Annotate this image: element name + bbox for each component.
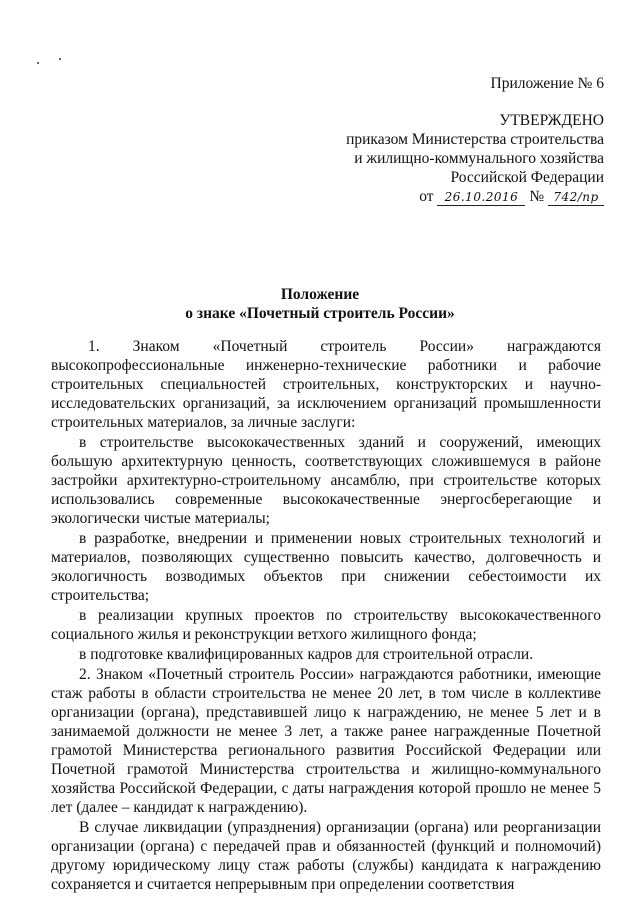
date-prefix: от	[419, 188, 434, 205]
order-line-3: Российской Федерации	[450, 169, 604, 186]
approved-label: УТВЕРЖДЕНО	[499, 112, 604, 129]
paragraph: в разработке, внедрении и применении новых строительных технологий и материалов, позволяющих существенно повысить качество, долговечность и экологичность возводимых объектов при снижении себестоимости их строительства;	[51, 530, 601, 604]
handwritten-date: 26.10.2016	[437, 190, 525, 206]
order-line-1: приказом Министерства строительства	[346, 131, 604, 148]
order-date-number	[304, 187, 604, 206]
paragraph: в реализации крупных проектов по строительству высококачественного социального жилья и реконструкции ветхого жилищного фонда;	[51, 607, 601, 643]
scan-speck	[59, 58, 61, 60]
paragraph: в строительстве высококачественных зданий и сооружений, имеющих большую архитектурную ценность, соответствующих сложившемуся в районе застройки архитектурно-строительному ансамблю, при строительстве которых использовались современные высококачественные энергосберегающие и экологически чистые материалы;	[51, 434, 601, 527]
order-line-2: и жилищно-коммунального хозяйства	[354, 150, 604, 167]
paragraph: в подготовке квалифицированных кадров для строительной отрасли.	[79, 646, 534, 663]
title-line-1: Положение	[280, 286, 360, 303]
paragraph: 2. Знаком «Почетный строитель России» награждаются работники, имеющие стаж работы в области строительства не менее 20 лет, в том числе в коллективе организации (органа), представившей лицо к награждению, не менее 5 лет и в занимаемой должности не менее 3 лет, а также ранее награжденные Почетной грамотой Министерства регионального развития Российской Федерации или Почетной грамотой Министерства строительства и жилищно-коммунального хозяйства Российской Федерации, с даты награждения которой прошло не менее 5 лет (далее – кандидат к награждению).	[51, 666, 601, 816]
handwritten-number: 742/пр	[548, 190, 604, 206]
approval-block	[304, 111, 604, 206]
paragraph: В случае ликвидации (упразднения) организации (органа) или реорганизации организации (органа) с передачей прав и обязанностей (функций и полномочий) другому юридическому лицу стаж работы (службы) кандидата к награждению сохраняется и считается непрерывным при определении соответствия	[51, 819, 601, 893]
document-title	[0, 285, 640, 323]
paragraph: 1. Знаком «Почетный строитель России» награждаются высокопрофессиональные инженерно-технические работники и рабочие строительных специальностей строительных, конструкторских и научно-исследовательских организаций, за исключением организаций промышленности строительных материалов, за личные заслуги:	[51, 338, 601, 431]
number-prefix: №	[529, 188, 545, 205]
title-line-2: о знаке «Почетный строитель России»	[185, 305, 455, 322]
document-body	[51, 337, 601, 894]
scan-speck	[37, 62, 39, 64]
appendix-label: Приложение № 6	[490, 75, 604, 92]
